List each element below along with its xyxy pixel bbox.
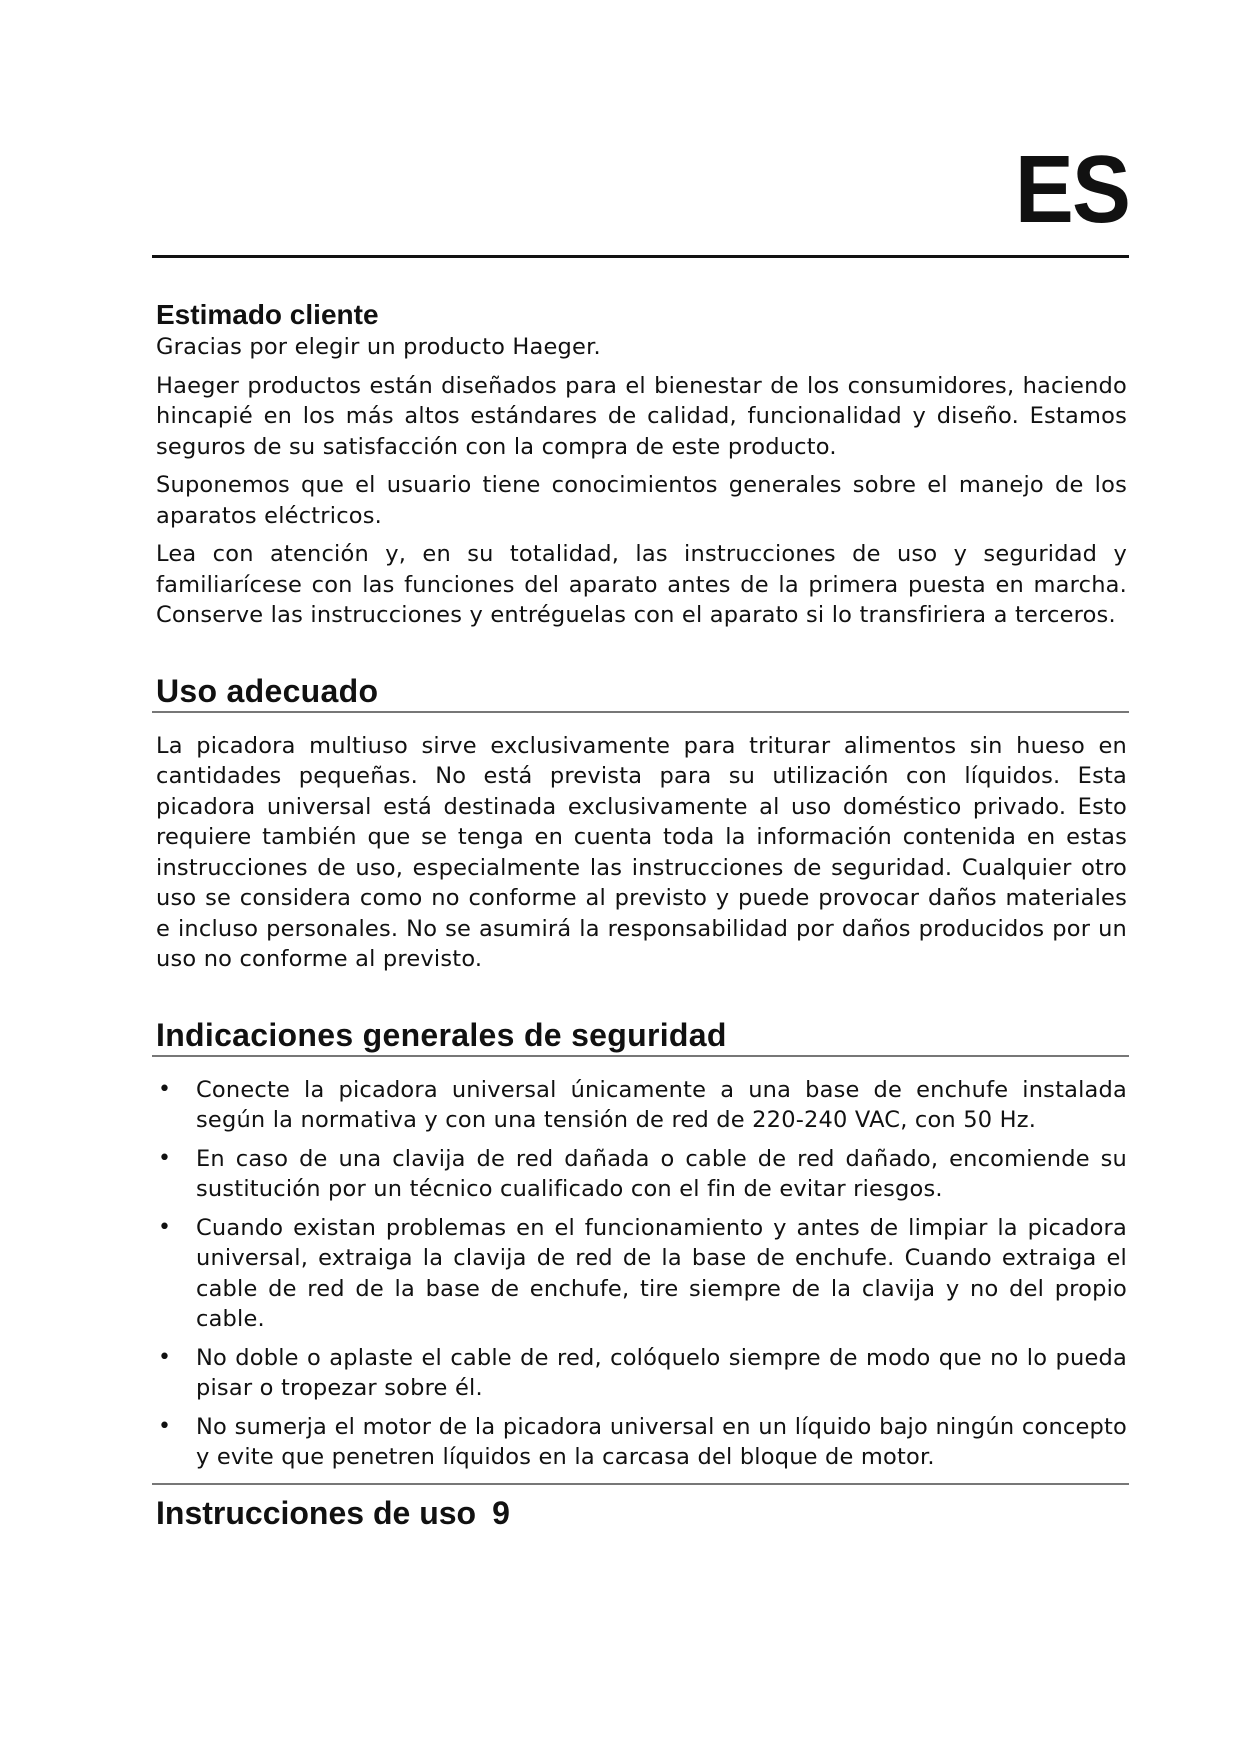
safety-list bbox=[156, 1075, 1127, 1473]
safety-item bbox=[156, 1213, 1127, 1335]
safety-title: Indicaciones generales de seguridad bbox=[156, 1016, 727, 1053]
bullet-icon: • bbox=[158, 1344, 172, 1370]
language-code: ES bbox=[1014, 136, 1129, 243]
intended-use-text: La picadora multiuso sirve exclusivamente para triturar alimentos sin hueso en cantidades pequeñas. No está prevista para su utilización con líquidos. Esta picadora universal está destinada exclusivamente al uso doméstico privado. Esto requiere también que se tenga en cuenta toda la información contenida en estas instrucciones de uso, especialmente las instrucciones de seguridad. Cualquier otro uso se considera como no conforme al previsto y puede provocar daños materiales e incluso personales. No se asumirá la responsabilidad por daños producidos por un uso no conforme al previsto. bbox=[156, 732, 1127, 972]
safety-item-text: Cuando existan problemas en el funcionamiento y antes de limpiar la picadora universal, extraiga la clavija de red de la base de enchufe. Cuando extraiga el cable de red de la base de enchufe, tire siempre de la clavija y no del propio cable. bbox=[196, 1214, 1127, 1332]
header-divider bbox=[152, 255, 1129, 258]
footer-label: Instrucciones de uso bbox=[156, 1494, 477, 1531]
footer-divider bbox=[152, 1483, 1129, 1485]
bullet-icon: • bbox=[158, 1145, 172, 1171]
safety-item-text: Conecte la picadora universal únicamente a una base de enchufe instalada según la normativa y con una tensión de red de 220-240 VAC, con 50 Hz. bbox=[196, 1076, 1127, 1133]
intro-title: Estimado cliente bbox=[156, 299, 379, 330]
safety-item-text: No doble o aplaste el cable de red, colóquelo siempre de modo que no lo pueda pisar o tropezar sobre él. bbox=[196, 1344, 1127, 1401]
intended-use-divider bbox=[152, 711, 1129, 713]
page-content bbox=[156, 298, 1127, 1533]
intro-paragraph: Lea con atención y, en su totalidad, las instrucciones de uso y seguridad y familiarícese con las funciones del aparato antes de la primera puesta en marcha. Conserve las instrucciones y entréguelas con el aparato si lo transfiriera a terceros. bbox=[156, 541, 1127, 628]
intro-paragraph: Haeger productos están diseñados para el bienestar de los consumidores, haciendo hincapié en los más altos estándares de calidad, funcionalidad y diseño. Estamos seguros de su satisfacción con la compra de este producto. bbox=[156, 372, 1127, 460]
safety-item-text: En caso de una clavija de red dañada o cable de red dañado, encomiende su sustitución por un técnico cualificado con el fin de evitar riesgos. bbox=[196, 1145, 1127, 1202]
bullet-icon: • bbox=[158, 1413, 172, 1439]
safety-item bbox=[156, 1075, 1127, 1136]
safety-item bbox=[156, 1144, 1127, 1205]
intro-paragraph: Gracias por elegir un producto Haeger. bbox=[156, 334, 601, 360]
intro-paragraph: Suponemos que el usuario tiene conocimientos generales sobre el manejo de los aparatos eléctricos. bbox=[156, 472, 1127, 529]
page-number: 9 bbox=[492, 1494, 510, 1531]
safety-item bbox=[156, 1343, 1127, 1404]
safety-divider bbox=[152, 1055, 1129, 1057]
page-footer bbox=[156, 1493, 1127, 1533]
safety-item bbox=[156, 1412, 1127, 1473]
intended-use-title: Uso adecuado bbox=[156, 672, 379, 709]
bullet-icon: • bbox=[158, 1076, 172, 1102]
bullet-icon: • bbox=[158, 1214, 172, 1240]
safety-item-text: No sumerja el motor de la picadora universal en un líquido bajo ningún concepto y evite que penetren líquidos en la carcasa del bloque de motor. bbox=[196, 1413, 1127, 1470]
